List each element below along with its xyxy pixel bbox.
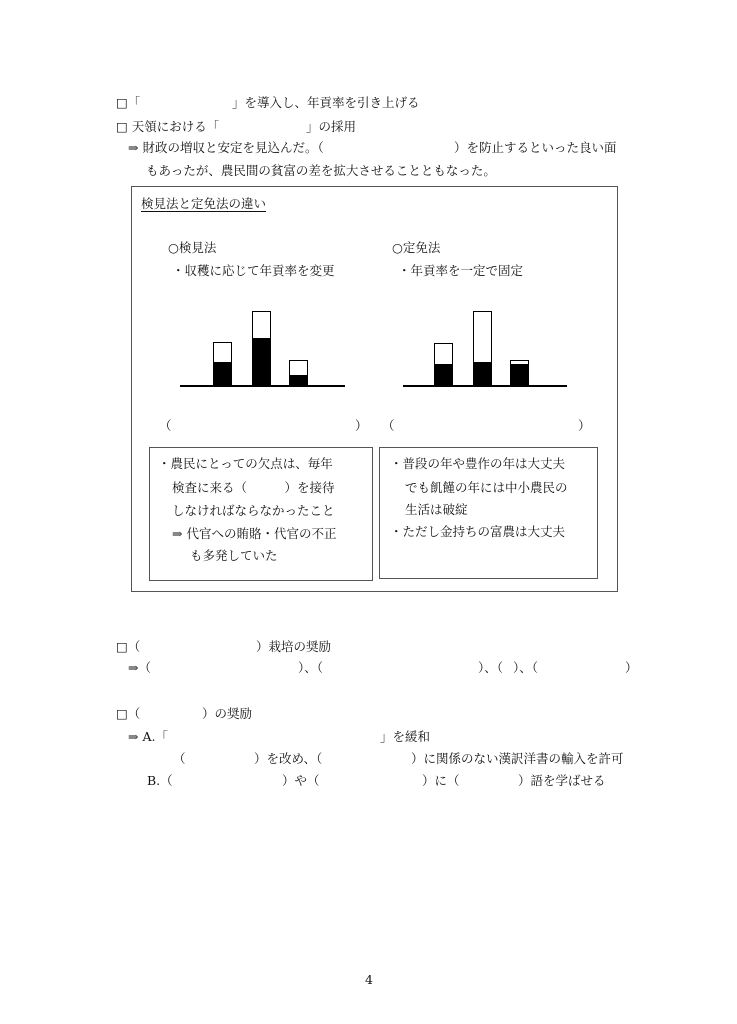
- text: 」の採用: [306, 119, 357, 134]
- note: 検査に来る（ ）を接待: [172, 480, 335, 495]
- jomen-heading: ○定免法: [392, 240, 441, 255]
- note: ・普段の年や豊作の年は大丈夫: [390, 456, 566, 471]
- text: B.（: [147, 773, 173, 788]
- text: （: [173, 751, 186, 766]
- kemi-tax-portion: [253, 338, 270, 385]
- text: 」を導入し、年貢率を引き上げる: [232, 95, 420, 110]
- text: ）を改め、（: [254, 751, 323, 766]
- text: もあったが、農民間の貧富の差を拡大させることともなった。: [146, 163, 496, 178]
- kemi-bar-1: [213, 342, 232, 386]
- jomen-tax-portion: [435, 364, 452, 385]
- text: ）語を学ばせる: [518, 773, 606, 788]
- kemi-heading: ○検見法: [168, 240, 217, 255]
- text: ）栽培の奨励: [256, 639, 332, 654]
- text: ）、（: [478, 660, 504, 675]
- page-number: 4: [365, 972, 373, 987]
- text: □ 天領における「: [116, 119, 220, 134]
- kemi-bar-2: [252, 311, 271, 386]
- text: □（: [116, 639, 141, 654]
- kemi-bar-3: [289, 360, 308, 386]
- text: 」を緩和: [380, 729, 431, 744]
- answer-paren-open: （: [159, 418, 172, 433]
- text: ）の奨励: [202, 706, 253, 721]
- kemi-desc: ・収穫に応じて年貢率を変更: [172, 263, 335, 278]
- jomen-tax-portion: [511, 364, 528, 385]
- jomen-tax-portion: [474, 362, 491, 385]
- text: ）、（: [513, 660, 539, 675]
- answer-paren-open: （: [382, 418, 395, 433]
- jomen-bar-3: [510, 360, 529, 386]
- note: も多発していた: [190, 548, 278, 563]
- text: ⇒（: [128, 660, 151, 675]
- text: ⇒ A.「: [128, 729, 168, 744]
- text: ）に（: [422, 773, 460, 788]
- jomen-desc: ・年貢率を一定で固定: [398, 263, 524, 278]
- jomen-bar-1: [434, 343, 453, 386]
- kemi-tax-portion: [290, 375, 307, 385]
- text: ）に関係のない漢訳洋書の輸入を許可: [411, 751, 624, 766]
- answer-paren-close: ）: [355, 418, 368, 433]
- text: □（: [116, 706, 141, 721]
- note: ・ただし金持ちの富農は大丈夫: [390, 524, 566, 539]
- jomen-bar-2: [473, 311, 492, 386]
- comparison-title: 検見法と定免法の違い: [141, 196, 267, 211]
- text: ）や（: [282, 773, 320, 788]
- answer-paren-close: ）: [578, 418, 591, 433]
- note: ⇒ 代官への賄賂・代官の不正: [172, 526, 337, 541]
- text: ⇒ 財政の増収と安定を見込んだ。（: [128, 140, 324, 155]
- note: 生活は破綻: [405, 502, 468, 517]
- text: ）、（: [298, 660, 324, 675]
- text: ）: [625, 660, 638, 675]
- note: でも飢饉の年には中小農民の: [405, 480, 568, 495]
- kemi-tax-portion: [214, 362, 231, 385]
- note: ・農民にとっての欠点は、毎年: [158, 456, 333, 471]
- text: □「: [116, 95, 141, 110]
- note: しなければならなかったこと: [172, 503, 335, 518]
- text: ）を防止するといった良い面: [454, 140, 617, 155]
